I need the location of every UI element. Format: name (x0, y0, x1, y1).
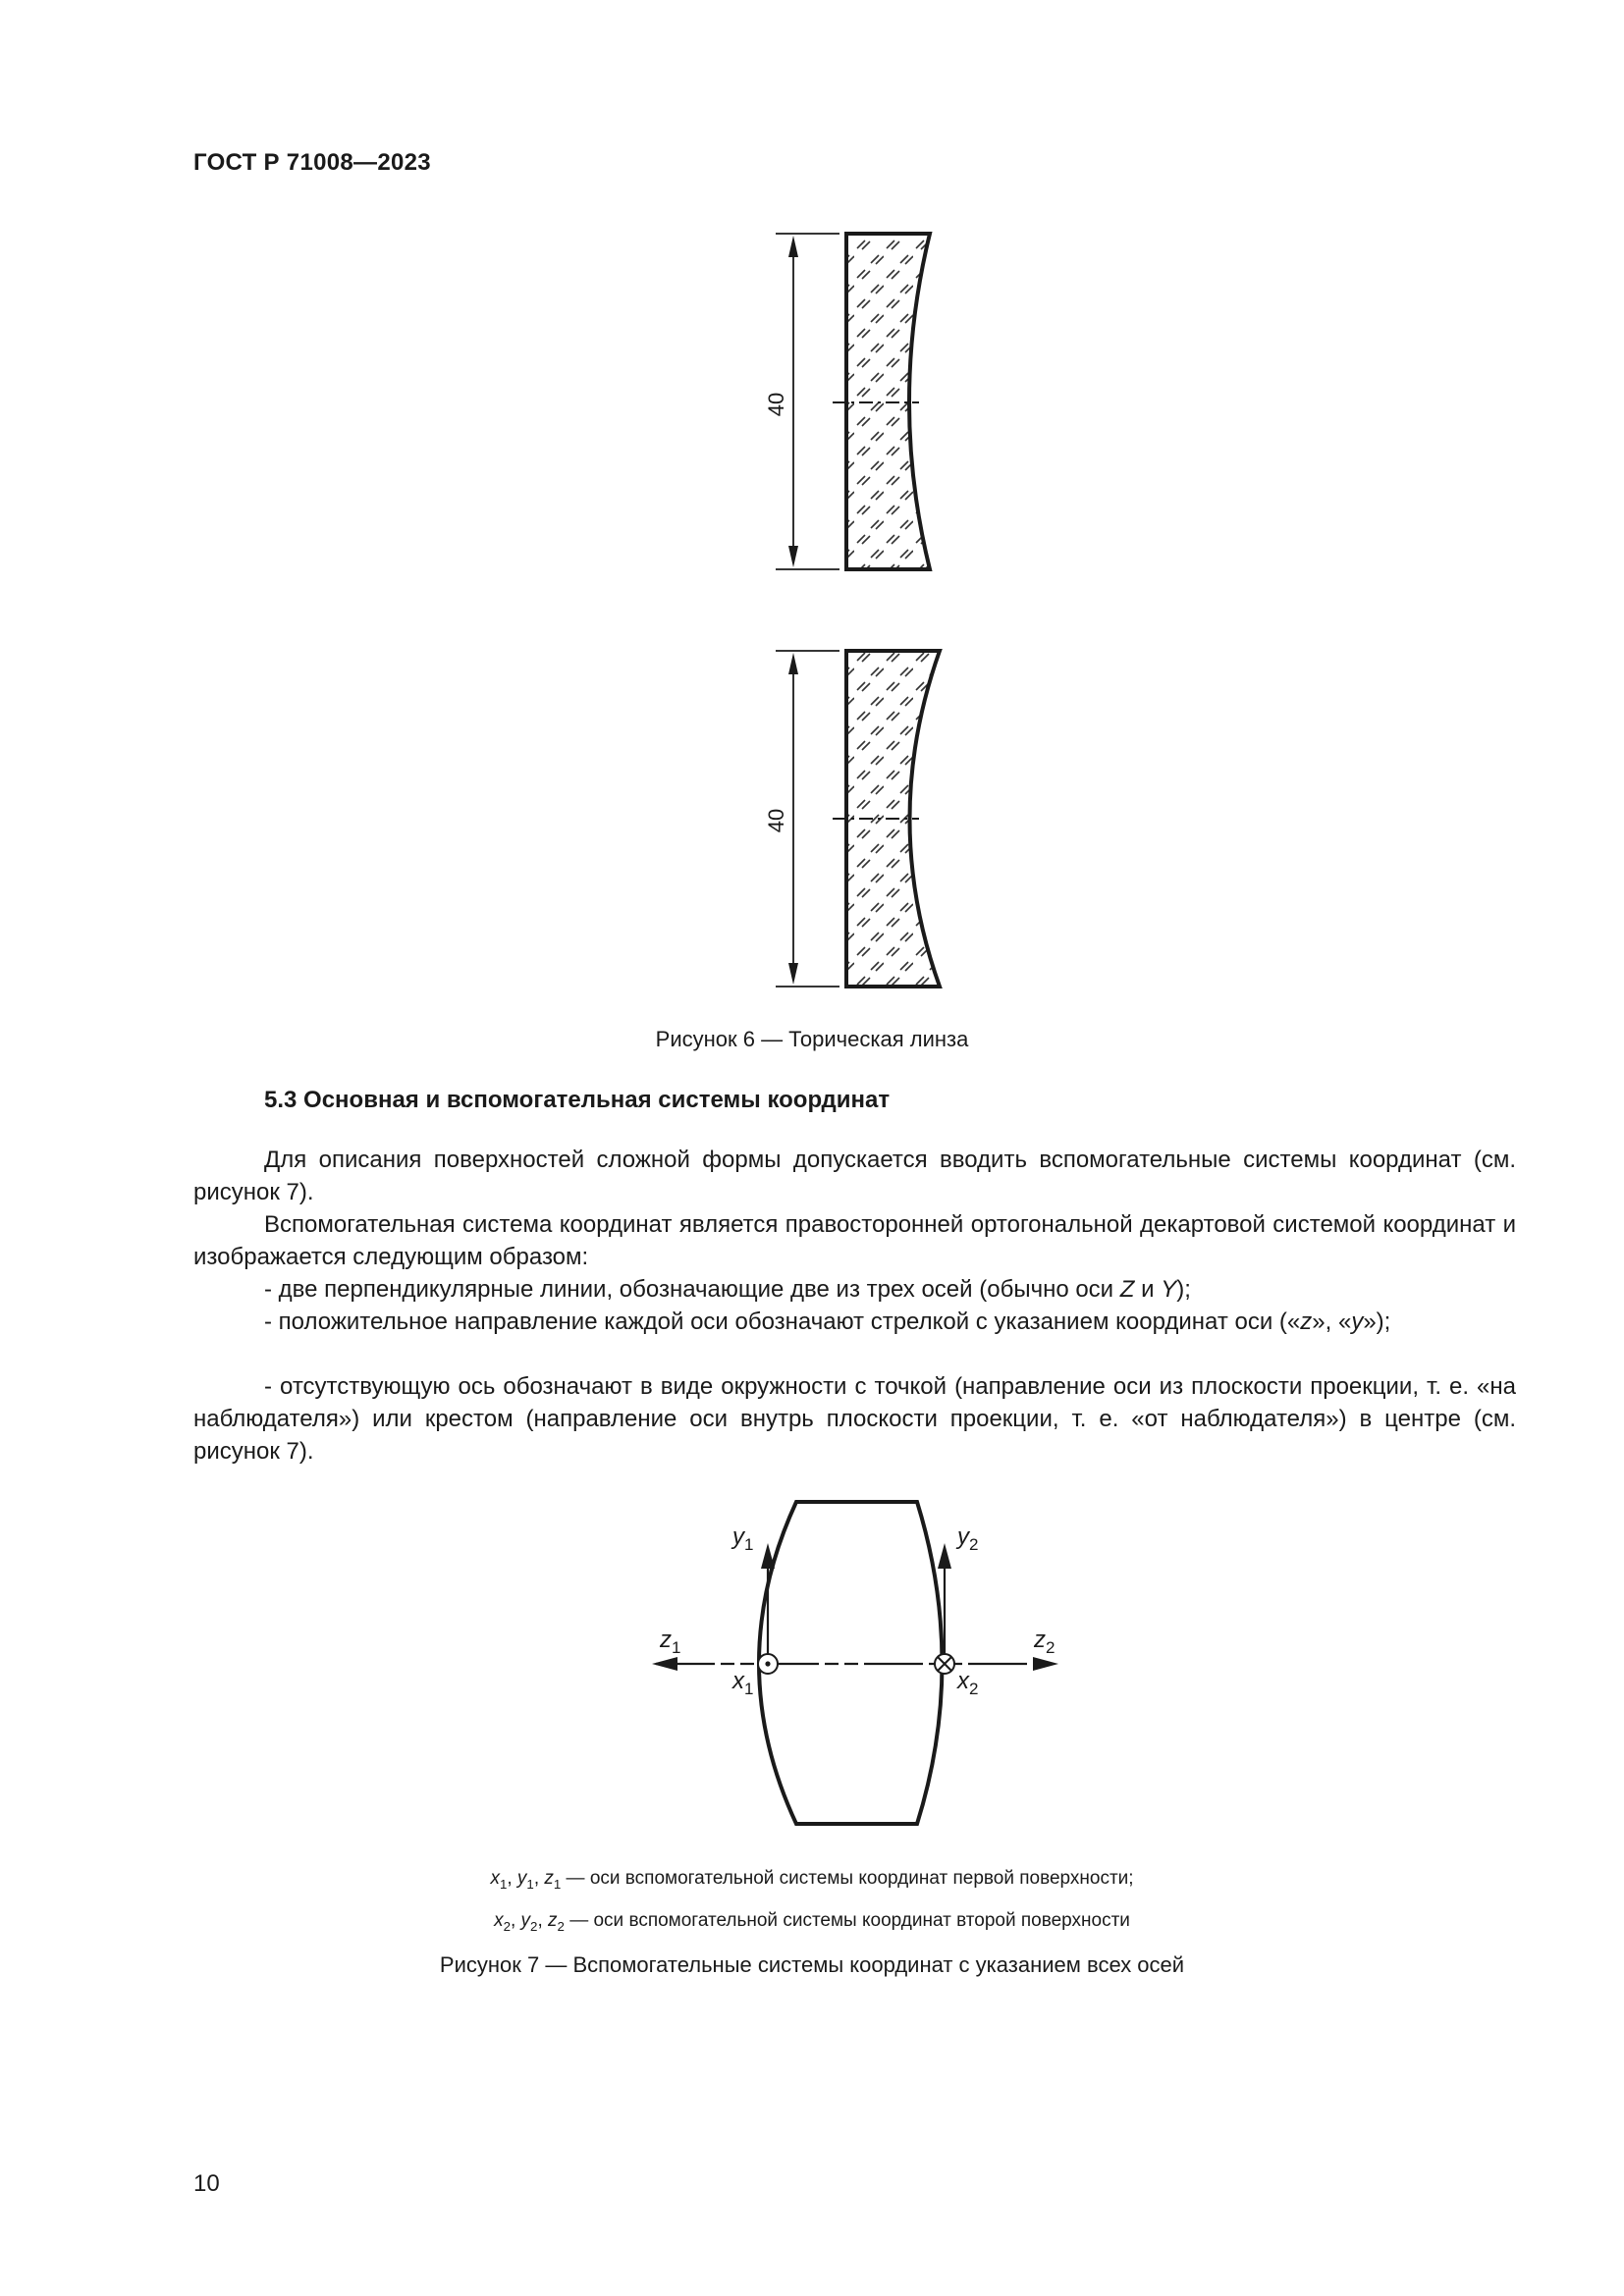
y2-arrow (938, 1543, 951, 1569)
bullet-1: - две перпендикулярные линии, обозначающие две из трех осей (обычно оси Z и Y); (264, 1276, 1191, 1303)
y1-arrow (761, 1543, 775, 1569)
label-y2: $y_2$ (957, 1523, 979, 1554)
figure-6-toric-lens (0, 0, 1624, 1080)
dimension-label-top: 40 (764, 392, 788, 417)
z2-arrow (1033, 1657, 1058, 1671)
lens-top (776, 234, 930, 569)
legend-line-1: $x_1$, $y_1$, $z_1$ — оси вспомогательной системы координат первой поверхности; (490, 1868, 1134, 1892)
label-z2: $z_2$ (1034, 1627, 1056, 1657)
x1-dot-symbol (758, 1654, 778, 1674)
lens-bottom (776, 651, 940, 987)
x2-cross-symbol (935, 1654, 954, 1674)
paragraph-1: Для описания поверхностей сложной формы допускается вводить вспомогательные системы координат (см. рисунок 7). (193, 1147, 1516, 1205)
label-x1: $x_1$ (732, 1668, 754, 1698)
label-x2: $x_2$ (957, 1668, 979, 1698)
bullet-3: - отсутствующую ось обозначают в виде окружности с точкой (направление оси из плоскости проекции, т. е. «на наблюдателя») или крестом (направление оси внутрь плоскости проекции, т. е. «от наблюдателя») в центре (см. рисунок 7). (193, 1373, 1516, 1465)
label-z1: $z_1$ (660, 1627, 681, 1657)
z1-arrow (652, 1657, 677, 1671)
lens-outline (759, 1502, 943, 1824)
document-header: ГОСТ Р 71008—2023 (193, 149, 431, 176)
paragraph-2: Вспомогательная система координат является правосторонней ортогональной декартовой системой координат и изображается следующим образом: (193, 1211, 1516, 1270)
figure-6-caption: Рисунок 6 — Торическая линза (655, 1027, 969, 1051)
figure-7-caption: Рисунок 7 — Вспомогательные системы координат с указанием всех осей (439, 1952, 1185, 1977)
page-number: 10 (193, 2170, 220, 2197)
dimension-label-bottom: 40 (764, 808, 788, 833)
bullet-2: - положительное направление каждой оси обозначают стрелкой с указанием координат оси («z», «y»); (264, 1308, 1391, 1335)
label-y1: $y_1$ (732, 1523, 754, 1554)
legend-line-2: $x_2$, $y_2$, $z_2$ — оси вспомогательной системы координат второй поверхности (494, 1910, 1130, 1934)
section-heading: 5.3 Основная и вспомогательная системы координат (264, 1087, 891, 1113)
